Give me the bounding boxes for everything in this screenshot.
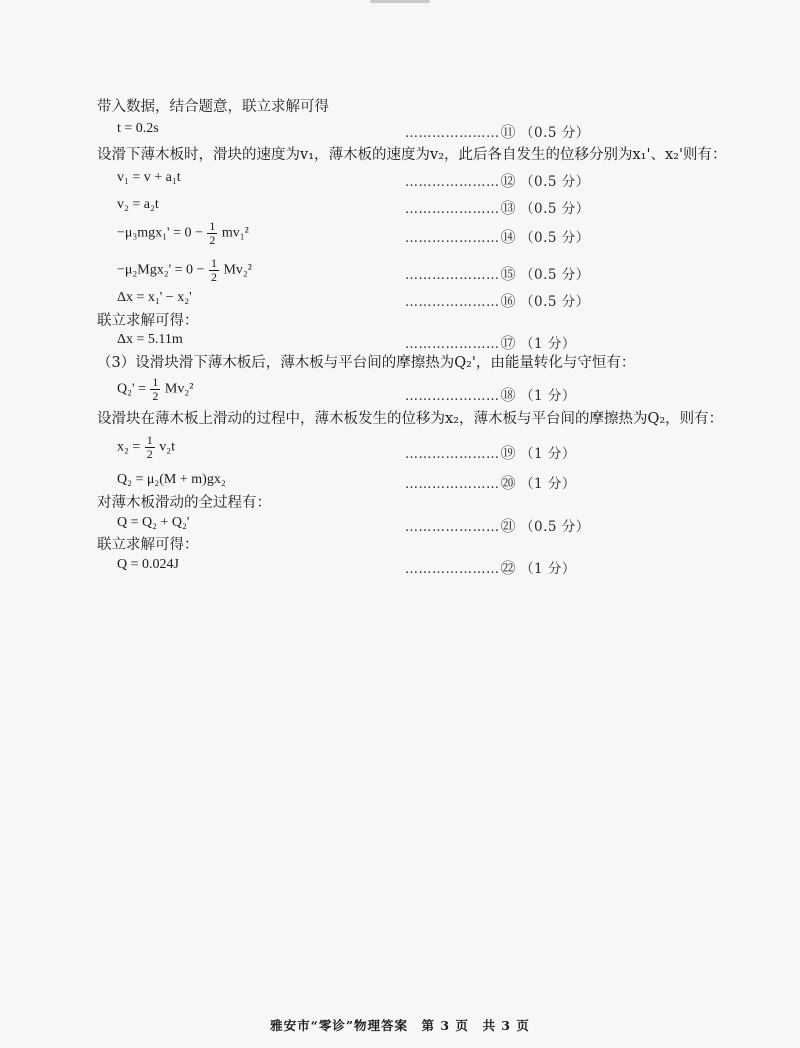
equation-row-15 (0, 256, 800, 285)
equation-row-22 (0, 557, 800, 583)
score-20: （1 分） (520, 476, 576, 492)
marker-22: ㉒ (500, 559, 517, 577)
paragraph-2: 设滑下薄木板时，滑块的速度为v₁，薄木板的速度为v₂，此后各自发生的位移分别为x₁'、x₂'则有： (97, 147, 727, 163)
marker-19: ⑲ (500, 444, 517, 462)
score-19: （1 分） (520, 446, 576, 462)
marker-12: ⑫ (500, 172, 517, 190)
paragraph-5: 设滑块在薄木板上滑动的过程中，薄木板发生的位移为x₂，薄木板与平台间的摩擦热为Q₂，则有： (97, 411, 724, 427)
leader-dots: …………………㉒ （1 分） (405, 559, 576, 577)
equation-15: −μ₂Mgx₂' = 0 − $\frac{1}{2}$ Mv₂² (117, 256, 252, 284)
equation-17: Δx = 5.11m (117, 332, 183, 347)
equation-14: −μ₃mgx₁' = 0 − $\frac{1}{2}$ mv₁² (117, 219, 249, 247)
score-15: （0.5 分） (520, 267, 590, 283)
leader-dots: …………………⑲ （1 分） (405, 444, 576, 462)
fraction: $\frac{1}{2}$ (152, 375, 159, 403)
equation-21: Q = Q₂ + Q₂' (117, 515, 190, 530)
marker-13: ⑬ (500, 199, 517, 217)
equation-11: t = 0.2s (117, 121, 159, 136)
leader-dots: …………………⑪ （0.5 分） (405, 123, 590, 141)
score-22: （1 分） (520, 561, 576, 577)
equation-row-19 (0, 433, 800, 462)
leader-dots: …………………㉑ （0.5 分） (405, 517, 590, 535)
fraction: $\frac{1}{2}$ (210, 256, 217, 284)
score-16: （0.5 分） (520, 294, 590, 310)
equation-22: Q = 0.024J (117, 557, 179, 572)
marker-21: ㉑ (500, 517, 517, 535)
leader-dots: …………………⑳ （1 分） (405, 474, 576, 492)
score-18: （1 分） (520, 388, 576, 404)
marker-11: ⑪ (500, 123, 517, 141)
marker-15: ⑮ (500, 265, 517, 283)
equation-row-18 (0, 375, 800, 404)
leader-dots: …………………⑱ （1 分） (405, 386, 576, 404)
fraction: $\frac{1}{2}$ (146, 433, 153, 461)
marker-14: ⑭ (500, 228, 517, 246)
equation-19: x₂ = $\frac{1}{2}$ v₂t (117, 433, 176, 461)
paragraph-6: 对薄木板滑动的全过程有： (97, 495, 271, 511)
paragraph-3: 联立求解可得： (97, 313, 199, 329)
leader-dots: …………………⑫ （0.5 分） (405, 172, 590, 190)
equation-13: v₂ = a₂t (117, 197, 159, 212)
marker-17: ⑰ (500, 334, 517, 352)
paragraph-7: 联立求解可得： (97, 537, 199, 553)
equation-18: Q₂' = $\frac{1}{2}$ Mv₂² (117, 375, 194, 403)
score-17: （1 分） (520, 336, 576, 352)
leader-dots: …………………⑬ （0.5 分） (405, 199, 590, 217)
equation-row-11 (0, 121, 800, 147)
leader-dots: …………………⑮ （0.5 分） (405, 265, 590, 283)
paragraph-4: （3）设滑块滑下薄木板后，薄木板与平台间的摩擦热为Q₂'，由能量转化与守恒有： (97, 355, 636, 371)
marker-16: ⑯ (500, 292, 517, 310)
paragraph-1: 带入数据，结合题意，联立求解可得 (97, 99, 329, 115)
score-14: （0.5 分） (520, 230, 590, 246)
marker-18: ⑱ (500, 386, 517, 404)
equation-row-12 (0, 170, 800, 196)
page-footer: 雅安市“零诊”物理答案 第 3 页 共 3 页 (270, 1018, 530, 1033)
score-11: （0.5 分） (520, 125, 590, 141)
leader-dots: …………………⑰ （1 分） (405, 334, 576, 352)
marker-20: ⑳ (500, 474, 517, 492)
leader-dots: …………………⑯ （0.5 分） (405, 292, 590, 310)
fraction: $\frac{1}{2}$ (209, 219, 216, 247)
leader-dots: …………………⑭ （0.5 分） (405, 228, 590, 246)
score-12: （0.5 分） (520, 174, 590, 190)
equation-16: Δx = x₁' − x₂' (117, 290, 192, 305)
equation-row-14 (0, 219, 800, 248)
score-21: （0.5 分） (520, 519, 590, 535)
equation-12: v₁ = v + a₁t (117, 170, 181, 185)
score-13: （0.5 分） (520, 201, 590, 217)
equation-20: Q₂ = μ₂(M + m)gx₂ (117, 472, 226, 487)
